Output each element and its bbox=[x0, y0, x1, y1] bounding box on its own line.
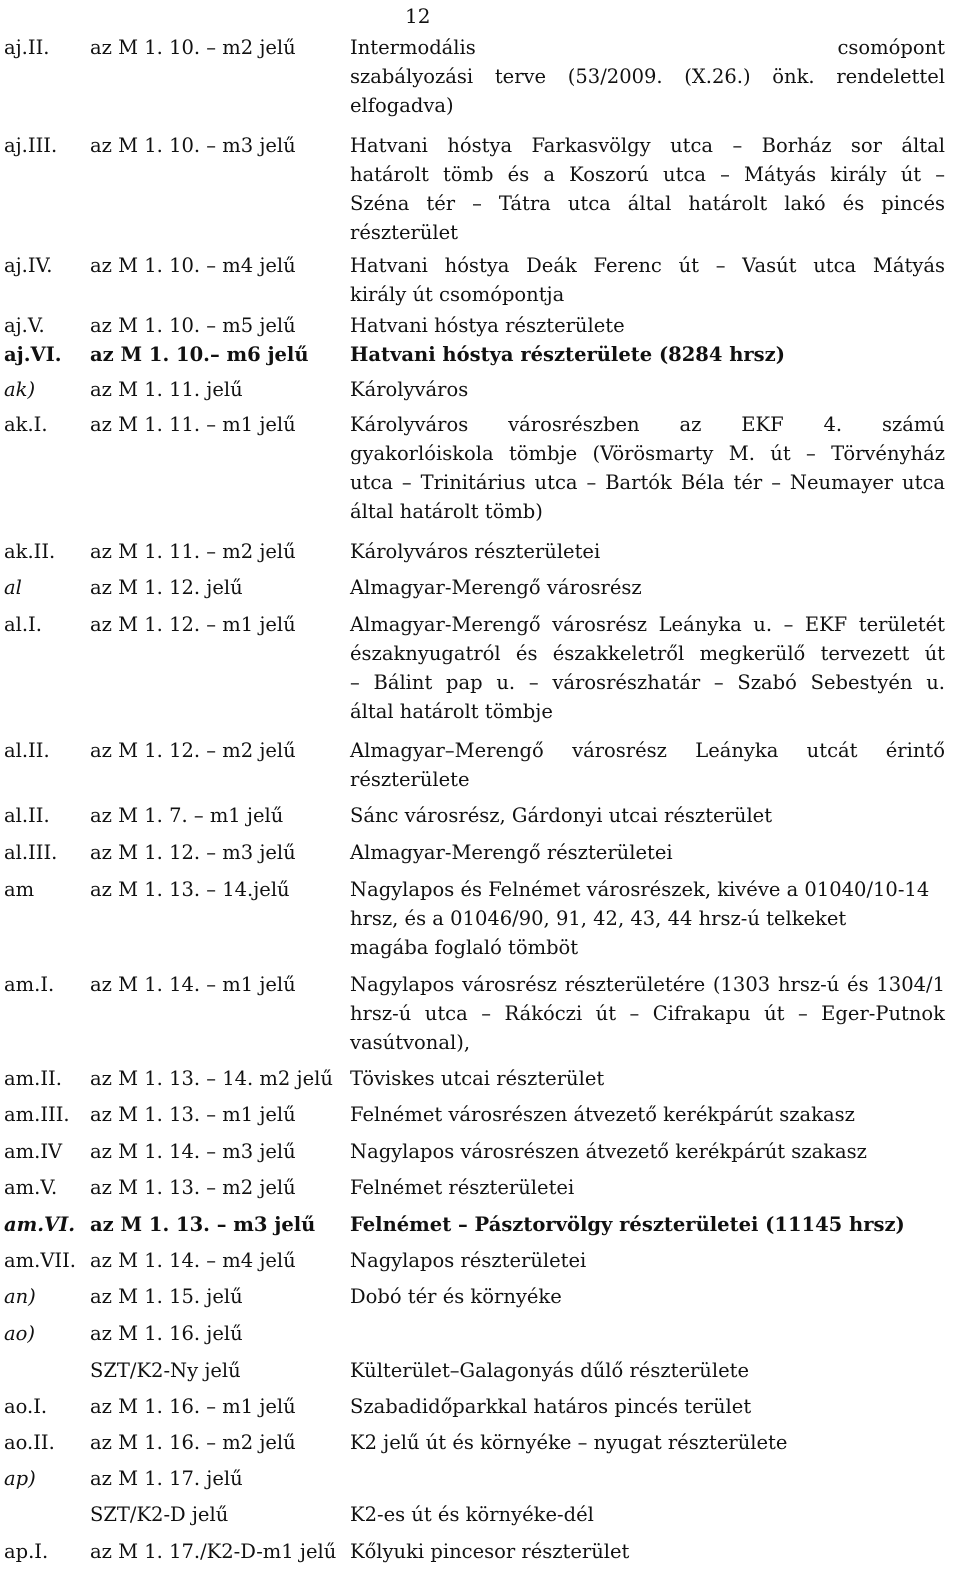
item-id: ao.II. bbox=[4, 1431, 55, 1454]
item-description bbox=[350, 1064, 945, 1093]
description-line: Károlyváros részterületei bbox=[350, 540, 601, 563]
item-description bbox=[350, 1428, 945, 1457]
item-description bbox=[350, 131, 945, 247]
item-description bbox=[350, 1392, 945, 1421]
item-id: am.VII. bbox=[4, 1249, 77, 1272]
item-id: ao.I. bbox=[4, 1395, 48, 1418]
description-line: hrsz-ú utca – Rákóczi út – Cifrakapu út – Eger-Putnok bbox=[350, 1002, 945, 1025]
item-code: az M 1. 13. – 14. m2 jelű bbox=[90, 1067, 333, 1090]
item-id: an) bbox=[4, 1285, 36, 1308]
item-description bbox=[350, 1537, 945, 1566]
description-line: Sánc városrész, Gárdonyi utcai részterület bbox=[350, 804, 773, 827]
item-description bbox=[350, 375, 945, 404]
description-line: Külterület–Galagonyás dűlő részterülete bbox=[350, 1359, 750, 1382]
description-line: K2-es út és környéke-dél bbox=[350, 1503, 594, 1526]
description-line: Kőlyuki pincesor részterület bbox=[350, 1540, 630, 1563]
item-id: ap.I. bbox=[4, 1540, 49, 1563]
item-description bbox=[350, 1500, 945, 1529]
item-code: az M 1. 13. – m3 jelű bbox=[90, 1213, 316, 1236]
item-code: az M 1. 10. – m3 jelű bbox=[90, 134, 296, 157]
description-line: gyakorlóiskola tömbje (Vörösmarty M. út – Törvényház bbox=[350, 442, 945, 465]
item-description bbox=[350, 311, 945, 340]
item-id: ak.II. bbox=[4, 540, 56, 563]
description-line: Töviskes utcai részterület bbox=[350, 1067, 605, 1090]
description-line: elfogadva) bbox=[350, 94, 454, 117]
item-id: al.I. bbox=[4, 613, 42, 636]
item-description bbox=[350, 970, 945, 1057]
item-code: az M 1. 10. – m5 jelű bbox=[90, 314, 296, 337]
description-line: Hatvani hóstya részterülete (8284 hrsz) bbox=[350, 343, 785, 366]
description-line: Almagyar–Merengő városrész Leányka utcát érintő bbox=[350, 739, 945, 762]
item-id: am bbox=[4, 878, 35, 901]
item-code: az M 1. 17. jelű bbox=[90, 1467, 243, 1490]
description-line: – Bálint pap u. – városrészhatár – Szabó Sebestyén u. bbox=[350, 671, 945, 694]
item-description bbox=[350, 33, 945, 120]
item-description bbox=[350, 875, 945, 962]
item-code: az M 1. 12. – m2 jelű bbox=[90, 739, 296, 762]
item-description bbox=[350, 801, 945, 830]
description-line: magába foglaló tömböt bbox=[350, 936, 579, 959]
description-line: Almagyar-Merengő részterületei bbox=[350, 841, 673, 864]
item-id: aj.V. bbox=[4, 314, 45, 337]
description-line: Hatvani hóstya Deák Ferenc út – Vasút utca Mátyás bbox=[350, 254, 945, 277]
item-code: az M 1. 14. – m4 jelű bbox=[90, 1249, 296, 1272]
item-code: az M 1. 15. jelű bbox=[90, 1285, 243, 1308]
item-description bbox=[350, 340, 945, 369]
item-id: ao) bbox=[4, 1322, 35, 1345]
description-line: Károlyváros bbox=[350, 378, 469, 401]
description-line: szabályozási terve (53/2009. (X.26.) önk. rendelettel bbox=[350, 65, 945, 88]
item-id: al.II. bbox=[4, 804, 50, 827]
description-line: Károlyváros városrészben az EKF 4. számú bbox=[350, 413, 945, 436]
item-code: az M 1. 13. – 14.jelű bbox=[90, 878, 290, 901]
item-id: aj.II. bbox=[4, 36, 50, 59]
description-line: Hatvani hóstya részterülete bbox=[350, 314, 625, 337]
description-line: részterülete bbox=[350, 768, 470, 791]
description-line: Szabadidőparkkal határos pincés terület bbox=[350, 1395, 752, 1418]
description-line: északnyugatról és északkeletről megkerülő tervezett út bbox=[350, 642, 945, 665]
item-code: az M 1. 16. – m2 jelű bbox=[90, 1431, 296, 1454]
item-code: az M 1. 13. – m1 jelű bbox=[90, 1103, 296, 1126]
item-description bbox=[350, 1210, 945, 1239]
item-code: SZT/K2-D jelű bbox=[90, 1503, 229, 1526]
item-description bbox=[350, 1282, 945, 1311]
item-id: am.IV bbox=[4, 1140, 63, 1163]
item-id: am.III. bbox=[4, 1103, 70, 1126]
description-line: Felnémet – Pásztorvölgy részterületei (11145 hrsz) bbox=[350, 1213, 905, 1236]
item-code: az M 1. 11. – m1 jelű bbox=[90, 413, 296, 436]
item-id: am.I. bbox=[4, 973, 55, 996]
description-line: Almagyar-Merengő városrész bbox=[350, 576, 642, 599]
item-id: am.II. bbox=[4, 1067, 62, 1090]
description-line: Nagylapos városrész részterületére (1303 hrsz-ú és 1304/1 bbox=[350, 973, 945, 996]
item-description bbox=[350, 573, 945, 602]
description-line: határolt tömb és a Koszorú utca – Mátyás király út – bbox=[350, 163, 945, 186]
description-line: Nagylapos és Felnémet városrészek, kivéve a 01040/10-14 bbox=[350, 878, 930, 901]
description-line: Dobó tér és környéke bbox=[350, 1285, 562, 1308]
item-code: az M 1. 16. jelű bbox=[90, 1322, 243, 1345]
item-code: az M 1. 10.– m6 jelű bbox=[90, 343, 309, 366]
item-code: az M 1. 14. – m1 jelű bbox=[90, 973, 296, 996]
item-id: aj.IV. bbox=[4, 254, 53, 277]
description-line: Nagylapos városrészen átvezető kerékpárút szakasz bbox=[350, 1140, 867, 1163]
description-line: által határolt tömbje bbox=[350, 700, 553, 723]
description-line: király út csomópontja bbox=[350, 283, 565, 306]
item-description bbox=[350, 537, 945, 566]
item-code: az M 1. 7. – m1 jelű bbox=[90, 804, 284, 827]
description-line: utca – Trinitárius utca – Bartók Béla tér – Neumayer utca bbox=[350, 471, 945, 494]
item-id: al.III. bbox=[4, 841, 58, 864]
description-line: hrsz, és a 01046/90, 91, 42, 43, 44 hrsz-ú telkeket bbox=[350, 907, 847, 930]
item-code: az M 1. 12. – m1 jelű bbox=[90, 613, 296, 636]
item-id: aj.VI. bbox=[4, 343, 62, 366]
item-description bbox=[350, 838, 945, 867]
description-line: K2 jelű út és környéke – nyugat részterülete bbox=[350, 1431, 788, 1454]
item-code: az M 1. 11. jelű bbox=[90, 378, 243, 401]
description-line: Hatvani hóstya Farkasvölgy utca – Borház sor által bbox=[350, 134, 945, 157]
item-description bbox=[350, 1137, 945, 1166]
description-line: részterület bbox=[350, 221, 459, 244]
description-line: Széna tér – Tátra utca által határolt lakó és pincés bbox=[350, 192, 945, 215]
description-line: vasútvonal), bbox=[350, 1031, 471, 1054]
page-number: 12 bbox=[405, 4, 431, 28]
item-code: az M 1. 10. – m4 jelű bbox=[90, 254, 296, 277]
item-description bbox=[350, 1356, 945, 1385]
item-code: az M 1. 12. – m3 jelű bbox=[90, 841, 296, 864]
item-id: ap) bbox=[4, 1467, 36, 1490]
item-description bbox=[350, 610, 945, 726]
item-code: az M 1. 16. – m1 jelű bbox=[90, 1395, 296, 1418]
item-id: am.VI. bbox=[4, 1213, 76, 1236]
item-code: az M 1. 10. – m2 jelű bbox=[90, 36, 296, 59]
item-description bbox=[350, 1173, 945, 1202]
item-id: am.V. bbox=[4, 1176, 58, 1199]
description-line: Nagylapos részterületei bbox=[350, 1249, 587, 1272]
description-line: Intermodális csomópont bbox=[350, 36, 945, 59]
item-code: az M 1. 14. – m3 jelű bbox=[90, 1140, 296, 1163]
item-code: az M 1. 17./K2-D-m1 jelű bbox=[90, 1540, 337, 1563]
item-code: az M 1. 13. – m2 jelű bbox=[90, 1176, 296, 1199]
item-description bbox=[350, 410, 945, 526]
item-id: aj.III. bbox=[4, 134, 58, 157]
item-code: SZT/K2-Ny jelű bbox=[90, 1359, 241, 1382]
description-line: által határolt tömb) bbox=[350, 500, 543, 523]
description-line: Felnémet részterületei bbox=[350, 1176, 575, 1199]
item-description bbox=[350, 736, 945, 794]
description-line: Felnémet városrészen átvezető kerékpárút szakasz bbox=[350, 1103, 855, 1126]
item-code: az M 1. 11. – m2 jelű bbox=[90, 540, 296, 563]
item-description bbox=[350, 1100, 945, 1129]
item-description bbox=[350, 251, 945, 309]
item-description bbox=[350, 1246, 945, 1275]
item-id: ak) bbox=[4, 378, 36, 401]
item-code: az M 1. 12. jelű bbox=[90, 576, 243, 599]
item-id: al.II. bbox=[4, 739, 50, 762]
item-id: al bbox=[4, 576, 22, 599]
item-id: ak.I. bbox=[4, 413, 48, 436]
description-line: Almagyar-Merengő városrész Leányka u. – EKF területét bbox=[350, 613, 945, 636]
